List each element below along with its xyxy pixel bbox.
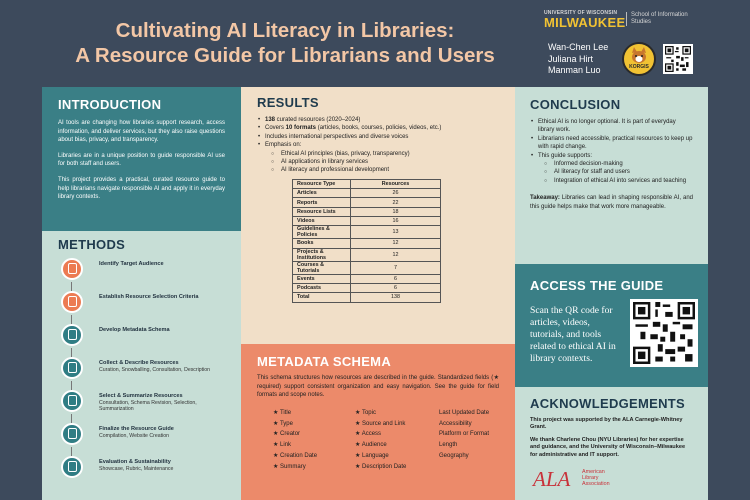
school-name: School of Information Studies [626, 12, 706, 26]
conclusion-bullet: • Ethical AI is no longer optional. It is part of everyday library work. [530, 118, 693, 135]
table-header-count: Resources [351, 179, 441, 188]
step-subtitle: Consultation, Schema Revision, Selection, Summarization [99, 400, 197, 413]
metadata-description: This schema structures how resources are described in the guide. Standardized fields (★ required) support consistent organization and easy navigation. See the guide for field formats and scope notes. [257, 375, 499, 399]
metadata-field: ★ Creator [273, 431, 301, 438]
ala-logo-line: American [582, 469, 605, 475]
table-row [293, 189, 441, 198]
metadata-field: ★ Link [273, 442, 292, 449]
table-row [293, 198, 441, 207]
poster-title [70, 18, 500, 68]
author-name: Juliana Hirt [548, 53, 594, 64]
resource-table-body [293, 189, 441, 302]
resource-type-cell: Courses & Tutorials [293, 261, 351, 274]
step-title: Establish Resource Selection Criteria [99, 294, 199, 300]
method-step [58, 324, 225, 357]
korgis-logo [622, 42, 656, 76]
conclusion-sub-bullet: ○ Integration of ethical AI into services and teaching [530, 177, 693, 185]
step-icon [61, 258, 83, 280]
method-step [58, 390, 225, 423]
dog-icon [624, 46, 654, 66]
step-title: Collect & Describe Resources [99, 360, 179, 366]
resource-count-cell: 138 [351, 293, 441, 302]
resource-count-cell: 12 [351, 239, 441, 248]
step-icon [61, 390, 83, 412]
step-title: Evaluation & Sustainability [99, 459, 171, 465]
methods-panel [42, 231, 241, 500]
qr-icon [633, 302, 695, 364]
metadata-field: ★ Source and Link [355, 420, 406, 427]
metadata-heading: METADATA SCHEMA [257, 354, 392, 369]
ala-logo-line: Library [582, 475, 599, 481]
conclusion-sub-bullet: ○ AI literacy for staff and users [530, 168, 693, 176]
results-sub-bullet: ○ AI literacy and professional development [257, 166, 499, 174]
table-row [293, 207, 441, 216]
qr-code-small[interactable] [663, 44, 693, 74]
method-step [58, 357, 225, 390]
method-step [58, 291, 225, 324]
metadata-field: ★ Summary [273, 463, 306, 470]
resource-type-cell: Events [293, 274, 351, 283]
resource-count-cell: 13 [351, 226, 441, 239]
step-icon [61, 423, 83, 445]
conclusion-bullet: • Librarians need accessible, practical resources to keep up with rapid change. [530, 135, 693, 152]
ack-paragraph: We thank Charlene Chou (NYU Libraries) for her expertise and guidance, and the University of Wisconsin–Milwaukee for administrative and IT support. [530, 436, 686, 458]
metadata-field: Geography [439, 452, 469, 459]
uwm-logo [540, 8, 710, 36]
metadata-field: ★ Access [355, 431, 382, 438]
metadata-field: ★ Description Date [355, 463, 407, 470]
acknowledgements-heading: ACKNOWLEDGEMENTS [530, 396, 686, 411]
method-step [58, 456, 225, 489]
introduction-panel [42, 87, 241, 231]
step-title: Select & Summarize Resources [99, 393, 183, 399]
resource-type-cell: Articles [293, 189, 351, 198]
step-icon [61, 324, 83, 346]
korgis-label: KORGIS [629, 64, 649, 70]
table-header-type: Resource Type [293, 179, 351, 188]
resource-count-cell: 18 [351, 207, 441, 216]
resource-type-cell: Projects & Institutions [293, 248, 351, 261]
conclusion-bullet: • This guide supports: [530, 152, 693, 160]
table-row [293, 226, 441, 239]
table-row [293, 217, 441, 226]
table-row [293, 283, 441, 292]
author-list [548, 42, 608, 77]
metadata-column-2 [355, 408, 406, 473]
resource-type-cell: Podcasts [293, 283, 351, 292]
university-name: MILWAUKEE [544, 15, 626, 30]
step-icon [61, 357, 83, 379]
metadata-column-1 [273, 408, 317, 473]
takeaway-label: Takeaway: [530, 195, 560, 202]
resource-count-cell: 6 [351, 283, 441, 292]
metadata-field: ★ Language [355, 452, 389, 459]
ala-logo-text [582, 469, 610, 487]
results-panel [241, 87, 515, 344]
method-step [58, 258, 225, 291]
metadata-field: Accessibility [439, 420, 472, 427]
takeaway-text: Libraries can lead in shaping responsible AI, and this guide helps make that work more manageable. [530, 195, 693, 211]
metadata-field: Length [439, 442, 458, 449]
results-count: 138 [265, 117, 276, 123]
metadata-column-3 [439, 408, 489, 462]
resource-type-cell: Reports [293, 198, 351, 207]
results-count-text: curated resources (2020–2024) [275, 117, 361, 123]
metadata-field: ★ Topic [355, 409, 376, 416]
metadata-field: Last Updated Date [439, 409, 490, 416]
table-row [293, 261, 441, 274]
resource-count-cell: 7 [351, 261, 441, 274]
step-subtitle: Compilation, Website Creation [99, 433, 169, 439]
resource-count-cell: 12 [351, 248, 441, 261]
results-bullet [257, 124, 499, 132]
metadata-field: ★ Audience [355, 442, 387, 449]
step-subtitle: Curation, Snowballing, Consultation, Description [99, 367, 211, 373]
metadata-field: ★ Type [273, 420, 293, 427]
metadata-field: ★ Creation Date [273, 452, 318, 459]
author-name: Wan-Chen Lee [548, 42, 609, 52]
step-title: Finalize the Resource Guide [99, 426, 174, 432]
metadata-field: ★ Title [273, 409, 292, 416]
resource-type-cell: Resource Lists [293, 207, 351, 216]
resource-count-cell: 6 [351, 274, 441, 283]
metadata-fields [257, 408, 499, 478]
results-bullet [257, 116, 499, 124]
conclusion-sub-bullet: ○ Informed decision-making [530, 160, 693, 168]
university-top-label: UNIVERSITY OF WISCONSIN [544, 10, 618, 16]
results-bullet: • Emphasis on: [257, 141, 499, 149]
resource-table [292, 179, 441, 303]
resource-count-cell: 16 [351, 217, 441, 226]
resource-count-cell: 26 [351, 189, 441, 198]
step-subtitle: Showcase, Rubric, Maintenance [99, 466, 174, 472]
results-bullet: • Includes international perspectives and diverse voices [257, 133, 499, 141]
title-line-2: A Resource Guide for Librarians and Users [75, 44, 495, 67]
method-step [58, 423, 225, 456]
conclusion-bullets [530, 118, 693, 185]
results-heading: RESULTS [257, 95, 319, 110]
access-heading: ACCESS THE GUIDE [530, 278, 664, 293]
resource-type-cell: Books [293, 239, 351, 248]
intro-paragraph: AI tools are changing how libraries support research, access information, and deliver services, but they also raise questions about bias, privacy, and transparency. [58, 120, 225, 144]
intro-paragraph: Libraries are in a unique position to guide responsible AI use for both staff and users. [58, 152, 225, 168]
results-sub-bullet: ○ Ethical AI principles (bias, privacy, transparency) [257, 150, 499, 158]
intro-paragraph: This project provides a practical, curated resource guide to help librarians navigate responsible AI and apply it in everyday library contexts. [58, 176, 225, 201]
qr-code-guide[interactable] [630, 299, 698, 367]
introduction-heading: INTRODUCTION [58, 97, 162, 112]
access-text: Scan the QR code for articles, videos, tutorials, and tools related to ethical AI in library contexts. [530, 305, 616, 364]
metadata-panel [241, 344, 515, 500]
ala-logo: ALA [533, 467, 571, 491]
step-title: Develop Metadata Schema [99, 327, 170, 333]
conclusion-heading: CONCLUSION [530, 97, 621, 112]
ala-logo-line: Association [582, 481, 610, 487]
methods-heading: METHODS [58, 237, 126, 252]
table-row [293, 274, 441, 283]
results-format-prefix: Covers [265, 125, 286, 132]
results-format-count: 10 formats [285, 125, 317, 132]
resource-count-cell: 22 [351, 198, 441, 207]
conclusion-panel [515, 87, 708, 264]
resource-type-cell: Total [293, 293, 351, 302]
title-line-1: Cultivating AI Literacy in Libraries: [115, 19, 455, 42]
takeaway [530, 194, 693, 212]
resource-type-cell: Videos [293, 217, 351, 226]
table-row [293, 239, 441, 248]
results-format-text: (articles, books, courses, policies, videos, etc.) [316, 125, 442, 132]
results-bullets [257, 116, 499, 175]
ack-paragraph: This project was supported by the ALA Carnegie-Whitney Grant. [530, 417, 683, 431]
resource-type-cell: Guidelines & Policies [293, 226, 351, 239]
table-row [293, 293, 441, 302]
table-row [293, 248, 441, 261]
metadata-field: Platform or Format [439, 431, 490, 438]
results-sub-bullet: ○ AI applications in library services [257, 158, 499, 166]
table-header-row [293, 179, 441, 188]
qr-icon [665, 46, 691, 72]
step-icon [61, 291, 83, 313]
author-name: Manman Luo [548, 65, 601, 75]
step-title: Identify Target Audience [99, 261, 164, 267]
methods-steps [58, 258, 225, 489]
step-icon [61, 456, 83, 478]
